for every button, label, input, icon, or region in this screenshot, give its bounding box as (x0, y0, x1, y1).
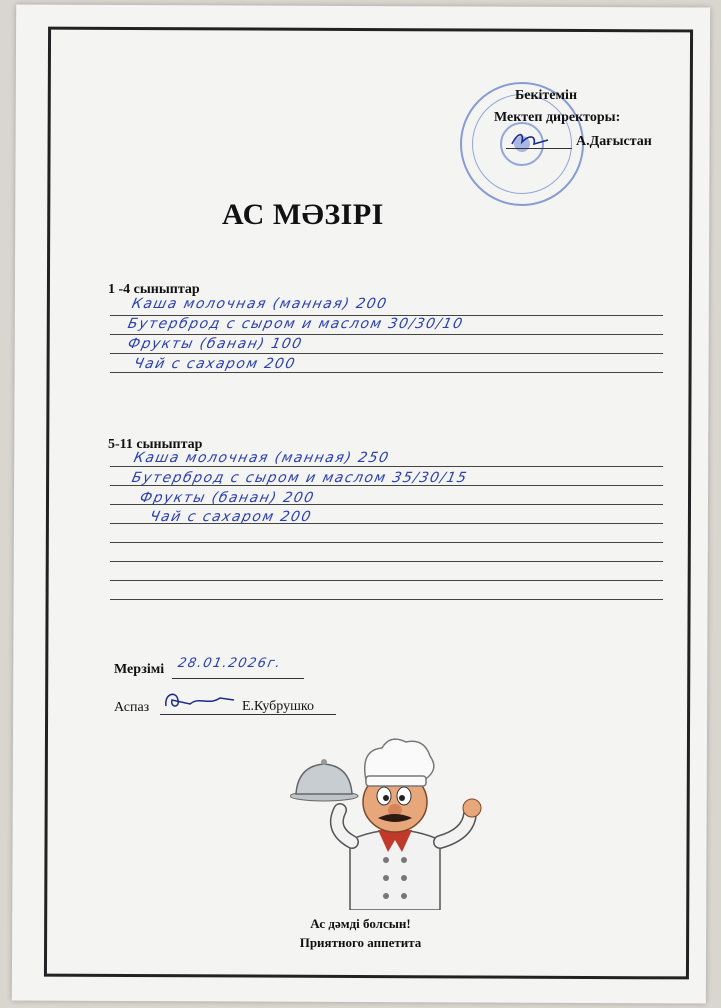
approval-heading: Бекітемін (515, 88, 578, 103)
date-underline (172, 678, 304, 679)
menu-item: Бутерброд с сыром и маслом 35/30/15 (130, 470, 470, 486)
closing-russian: Приятного аппетита (299, 935, 422, 950)
date-value: 28.01.2026г. (176, 656, 284, 671)
ruled-line (110, 334, 663, 335)
director-signature (508, 128, 558, 150)
menu-item: Бутерброд с сыром и маслом 30/30/10 (126, 316, 466, 332)
ruled-line (110, 353, 663, 354)
menu-item: Фрукты (банан) 200 (138, 490, 317, 506)
date-label: Мерзімі (114, 662, 165, 677)
ruled-line (110, 542, 663, 543)
approval-director-label: Мектеп директоры: (494, 110, 621, 125)
cook-label: Аспаз (114, 700, 150, 715)
menu-item: Каша молочная (манная) 200 (130, 296, 390, 312)
ruled-line (110, 466, 663, 467)
page-title: АС МӘЗІРІ (222, 198, 384, 231)
menu-item: Чай с сахаром 200 (148, 509, 314, 525)
cook-name: Е.Кубрушко (242, 699, 314, 714)
closing-kazakh: Ас дәмді болсын! (310, 916, 411, 931)
ruled-line (110, 561, 663, 562)
director-name: А.Дағыстан (576, 134, 652, 149)
menu-item: Чай с сахаром 200 (132, 356, 298, 372)
chef-illustration (290, 730, 500, 910)
section-label-grades-5-11: 5-11 сыныптар (108, 437, 203, 452)
ruled-line (110, 580, 663, 581)
ruled-line (110, 372, 663, 373)
menu-item: Фрукты (банан) 100 (126, 336, 305, 352)
ruled-line (110, 599, 663, 600)
section-label-grades-1-4: 1 -4 сыныптар (108, 282, 200, 297)
cook-signature (160, 684, 240, 714)
menu-item: Каша молочная (манная) 250 (132, 450, 392, 466)
